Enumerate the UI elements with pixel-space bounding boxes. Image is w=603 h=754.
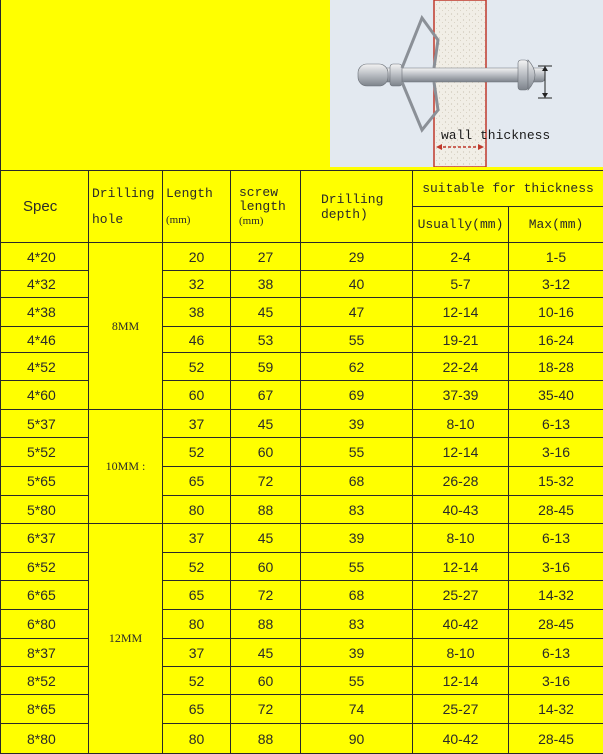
cell-length: 37 xyxy=(163,524,231,553)
cell-drilling-depth: 39 xyxy=(301,639,413,667)
cell-max: 3-12 xyxy=(509,271,603,298)
cell-drilling-depth: 68 xyxy=(301,581,413,610)
wall-thickness-label: wall thickness xyxy=(441,128,550,143)
cell-drilling-depth: 40 xyxy=(301,271,413,298)
cell-spec: 4*32 xyxy=(1,271,89,298)
cell-max: 28-45 xyxy=(509,610,603,639)
cell-screw-length: 45 xyxy=(231,298,301,327)
cell-max: 3-16 xyxy=(509,667,603,695)
cell-spec: 4*38 xyxy=(1,298,89,327)
cell-max: 14-32 xyxy=(509,695,603,724)
cell-spec: 5*65 xyxy=(1,467,89,496)
cell-spec: 6*65 xyxy=(1,581,89,610)
cell-spec: 5*80 xyxy=(1,496,89,524)
cell-drilling-hole: 12MM xyxy=(89,524,163,754)
cell-length: 52 xyxy=(163,553,231,581)
cell-usually: 12-14 xyxy=(413,298,509,327)
cell-usually: 12-14 xyxy=(413,667,509,695)
cell-spec: 6*80 xyxy=(1,610,89,639)
cell-max: 6-13 xyxy=(509,524,603,553)
anchor-illustration xyxy=(330,0,603,167)
cell-usually: 5-7 xyxy=(413,271,509,298)
cell-screw-length: 27 xyxy=(231,243,301,271)
cell-length: 52 xyxy=(163,438,231,467)
cell-max: 3-16 xyxy=(509,553,603,581)
cell-max: 10-16 xyxy=(509,298,603,327)
header-drilling-depth: Drilling depth) xyxy=(301,171,413,243)
cell-usually: 12-14 xyxy=(413,553,509,581)
cell-length: 65 xyxy=(163,581,231,610)
cell-length: 52 xyxy=(163,353,231,381)
cell-length: 46 xyxy=(163,327,231,353)
cell-usually: 25-27 xyxy=(413,581,509,610)
cell-length: 65 xyxy=(163,467,231,496)
header-suitable-thickness: suitable for thickness xyxy=(413,171,603,207)
cell-drilling-depth: 90 xyxy=(301,724,413,754)
cell-usually: 40-42 xyxy=(413,724,509,754)
cell-length: 65 xyxy=(163,695,231,724)
table-header xyxy=(1,171,603,243)
table-row xyxy=(1,524,603,553)
header-usually: Usually(mm) xyxy=(413,207,509,243)
header-drilling-hole: Drilling hole xyxy=(89,171,163,243)
table-row xyxy=(1,243,603,271)
cell-usually: 8-10 xyxy=(413,639,509,667)
cell-spec: 8*80 xyxy=(1,724,89,754)
cell-usually: 8-10 xyxy=(413,410,509,438)
cell-length: 37 xyxy=(163,639,231,667)
cell-drilling-depth: 55 xyxy=(301,438,413,467)
cell-max: 3-16 xyxy=(509,438,603,467)
cell-max: 6-13 xyxy=(509,410,603,438)
cell-drilling-depth: 55 xyxy=(301,327,413,353)
cell-length: 52 xyxy=(163,667,231,695)
cell-length: 60 xyxy=(163,381,231,410)
cell-spec: 4*52 xyxy=(1,353,89,381)
cell-screw-length: 60 xyxy=(231,438,301,467)
cell-screw-length: 60 xyxy=(231,553,301,581)
cell-spec: 4*60 xyxy=(1,381,89,410)
cell-drilling-depth: 68 xyxy=(301,467,413,496)
cell-usually: 40-42 xyxy=(413,610,509,639)
cell-screw-length: 72 xyxy=(231,695,301,724)
cell-drilling-depth: 69 xyxy=(301,381,413,410)
cell-usually: 12-14 xyxy=(413,438,509,467)
cell-drilling-depth: 55 xyxy=(301,667,413,695)
table-row xyxy=(1,410,603,438)
cell-spec: 6*52 xyxy=(1,553,89,581)
cell-spec: 8*65 xyxy=(1,695,89,724)
cell-screw-length: 53 xyxy=(231,327,301,353)
cell-max: 15-32 xyxy=(509,467,603,496)
cell-drilling-hole: 10MM : xyxy=(89,410,163,524)
cell-screw-length: 60 xyxy=(231,667,301,695)
cell-usually: 2-4 xyxy=(413,243,509,271)
cell-drilling-depth: 47 xyxy=(301,298,413,327)
cell-usually: 40-43 xyxy=(413,496,509,524)
cell-max: 1-5 xyxy=(509,243,603,271)
header-length: Length (mm) xyxy=(163,171,231,243)
table-body xyxy=(1,243,603,754)
cell-max: 35-40 xyxy=(509,381,603,410)
cell-drilling-depth: 62 xyxy=(301,353,413,381)
cell-max: 28-45 xyxy=(509,496,603,524)
spec-table xyxy=(0,170,603,754)
cell-length: 80 xyxy=(163,496,231,524)
cell-screw-length: 72 xyxy=(231,467,301,496)
cell-length: 80 xyxy=(163,610,231,639)
header-screw-length: screw length (mm) xyxy=(231,171,301,243)
cell-screw-length: 72 xyxy=(231,581,301,610)
cell-spec: 6*37 xyxy=(1,524,89,553)
screw-head xyxy=(518,60,528,90)
cell-screw-length: 88 xyxy=(231,496,301,524)
cell-spec: 4*46 xyxy=(1,327,89,353)
cell-spec: 8*37 xyxy=(1,639,89,667)
cell-max: 6-13 xyxy=(509,639,603,667)
cell-screw-length: 88 xyxy=(231,724,301,754)
cell-screw-length: 45 xyxy=(231,410,301,438)
cell-drilling-depth: 29 xyxy=(301,243,413,271)
cell-max: 18-28 xyxy=(509,353,603,381)
cell-screw-length: 59 xyxy=(231,353,301,381)
cell-spec: 8*52 xyxy=(1,667,89,695)
cell-length: 37 xyxy=(163,410,231,438)
header-spec: Spec xyxy=(1,171,89,243)
cell-spec: 5*37 xyxy=(1,410,89,438)
cell-spec: 4*20 xyxy=(1,243,89,271)
wall-anchor-diagram xyxy=(330,0,603,167)
cell-length: 38 xyxy=(163,298,231,327)
cell-drilling-depth: 39 xyxy=(301,524,413,553)
cell-drilling-hole: 8MM xyxy=(89,243,163,410)
anchor-collar xyxy=(390,64,402,86)
cell-length: 20 xyxy=(163,243,231,271)
cell-screw-length: 88 xyxy=(231,610,301,639)
cell-max: 16-24 xyxy=(509,327,603,353)
cell-screw-length: 45 xyxy=(231,639,301,667)
cell-spec: 5*52 xyxy=(1,438,89,467)
cell-max: 28-45 xyxy=(509,724,603,754)
cell-usually: 22-24 xyxy=(413,353,509,381)
cell-max: 14-32 xyxy=(509,581,603,610)
cell-length: 32 xyxy=(163,271,231,298)
cell-drilling-depth: 83 xyxy=(301,496,413,524)
cell-usually: 37-39 xyxy=(413,381,509,410)
cell-screw-length: 67 xyxy=(231,381,301,410)
cell-usually: 26-28 xyxy=(413,467,509,496)
anchor-tip xyxy=(358,64,388,86)
header-max: Max(mm) xyxy=(509,207,603,243)
cell-drilling-depth: 83 xyxy=(301,610,413,639)
cell-usually: 25-27 xyxy=(413,695,509,724)
cell-screw-length: 38 xyxy=(231,271,301,298)
cell-screw-length: 45 xyxy=(231,524,301,553)
cell-length: 80 xyxy=(163,724,231,754)
cell-usually: 8-10 xyxy=(413,524,509,553)
cell-drilling-depth: 39 xyxy=(301,410,413,438)
cell-drilling-depth: 55 xyxy=(301,553,413,581)
cell-usually: 19-21 xyxy=(413,327,509,353)
cell-drilling-depth: 74 xyxy=(301,695,413,724)
